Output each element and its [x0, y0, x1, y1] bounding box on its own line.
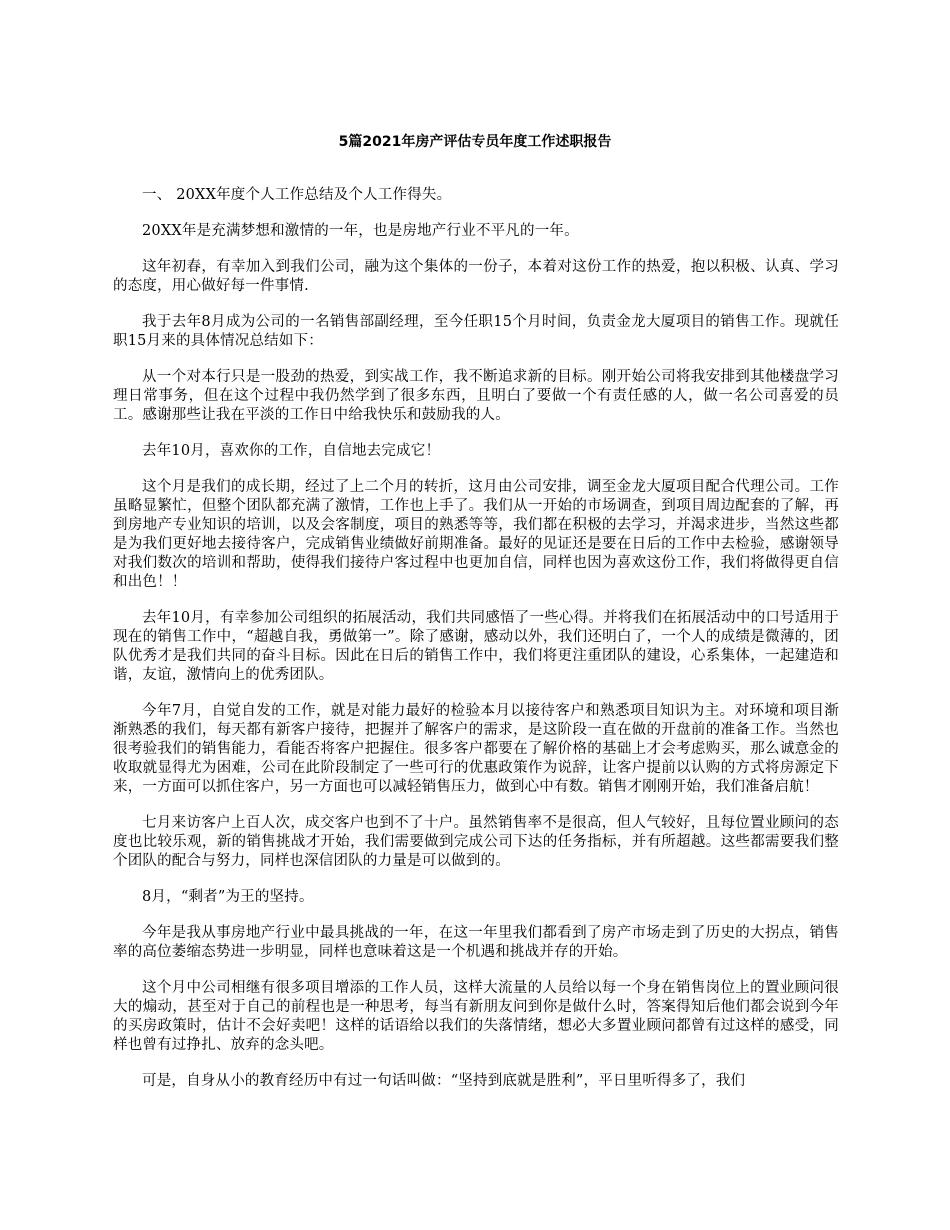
- paragraph-1: 一、 20XX年度个人工作总结及个人工作得失。: [142, 187, 452, 203]
- paragraph-13: 这个月中公司相继有很多项目增添的工作人员，这样大流量的人员给以每一个身在销售岗位上的置业顾问很大的煽动，甚至对于自己的前程也是一种思考，每当有新朋友问到你是做什么时，答案得知后他们都会说到今年的买房政策时，估计不会好卖吧！这样的话语给以我们的失落情绪，想必大多置业顾问都曾有过这样的感受，同样也曾有过挣扎、放弃的念头吧。: [113, 980, 839, 1053]
- paragraph-10: 七月来访客户上百人次，成交客户也到不了十户。虽然销售率不是很高，但人气较好，且每位置业顾问的态度也比较乐观，新的销售挑战才开始，我们需要做到完成公司下达的任务指标，并有所超越。这些都需要我们整个团队的配合与努力，同样也深信团队的力量是可以做到的。: [113, 815, 839, 869]
- document-body: [113, 186, 839, 1108]
- paragraph-9: 今年7月，自觉自发的工作，就是对能力最好的检验本月以接待客户和熟悉项目知识为主。对环境和项目渐渐熟悉的我们，每天都有新客户接待，把握并了解客户的需求，是这阶段一直在做的开盘前的准备工作。当然也很考验我们的销售能力，看能否将客户把握住。很多客户都要在了解价格的基础上才会考虑购买，那么诚意金的收取就显得尤为困难，公司在此阶段制定了一些可行的优惠政策作为说辞，让客户提前以认购的方式将房源定下来，一方面可以抓住客户，另一方面也可以减轻销售压力，做到心中有数。销售才刚刚开始，我们准备启航！: [113, 703, 839, 795]
- paragraph-2: 20XX年是充满梦想和激情的一年，也是房地产行业不平凡的一年。: [142, 223, 579, 239]
- paragraph-3: 这年初春，有幸加入到我们公司，融为这个集体的一份子，本着对这份工作的热爱，抱以积极、认真、学习的态度，用心做好每一件事情.: [113, 259, 839, 294]
- paragraph-6: 去年10月，喜欢你的工作，自信地去完成它！: [142, 443, 441, 459]
- document-title: 5篇2021年房产评估专员年度工作述职报告: [338, 134, 612, 150]
- paragraph-5: 从一个对本行只是一股劲的热爱，到实战工作，我不断追求新的目标。刚开始公司将我安排到其他楼盘学习理日常事务，但在这个过程中我仍然学到了很多东西，且明白了要做一个有责任感的人，做一名公司喜爱的员工。感谢那些让我在平淡的工作日中给我快乐和鼓励我的人。: [113, 369, 839, 423]
- paragraph-8: 去年10月，有幸参加公司组织的拓展活动，我们共同感悟了一些心得。并将我们在拓展活动中的口号适用于现在的销售工作中，“超越自我，勇做第一”。除了感谢，感动以外，我们还明白了，一个人的成绩是微薄的，团队优秀才是我们共同的奋斗目标。因此在日后的销售工作中，我们将更注重团队的建设，心系集体，一起建造和谐，友谊，激情向上的优秀团队。: [113, 610, 839, 683]
- paragraph-11: 8月，“剩者”为王的坚持。: [142, 889, 314, 905]
- paragraph-7: 这个月是我们的成长期，经过了上二个月的转折，这月由公司安排，调至金龙大厦项目配合代理公司。工作虽略显繁忙，但整个团队都充满了激情，工作也上手了。我们从一开始的市场调查，到项目周边配套的了解，再到房地产专业知识的培训，以及会客制度，项目的熟悉等等，我们都在积极的去学习，并渴求进步，当然这些都是为我们更好地去接待客户，完成销售业绩做好前期准备。最好的见证还是要在日后的工作中去检验，感谢领导对我们数次的培训和帮助，使得我们接待户客过程中也更加自信，同样也因为喜欢这份工作，我们将做得更自信和出色！！: [113, 479, 839, 590]
- paragraph-14: 可是，自身从小的教育经历中有过一句话叫做：“坚持到底就是胜利”，平日里听得多了，我们: [142, 1073, 746, 1089]
- paragraph-4: 我于去年8月成为公司的一名销售部副经理，至今任职15个月时间，负责金龙大厦项目的销售工作。现就任职15月来的具体情况总结如下：: [113, 314, 839, 349]
- paragraph-12: 今年是我从事房地产行业中最具挑战的一年，在这一年里我们都看到了房产市场走到了历史的大拐点，销售率的高位萎缩态势进一步明显，同样也意味着这是一个机遇和挑战并存的开始。: [113, 925, 839, 960]
